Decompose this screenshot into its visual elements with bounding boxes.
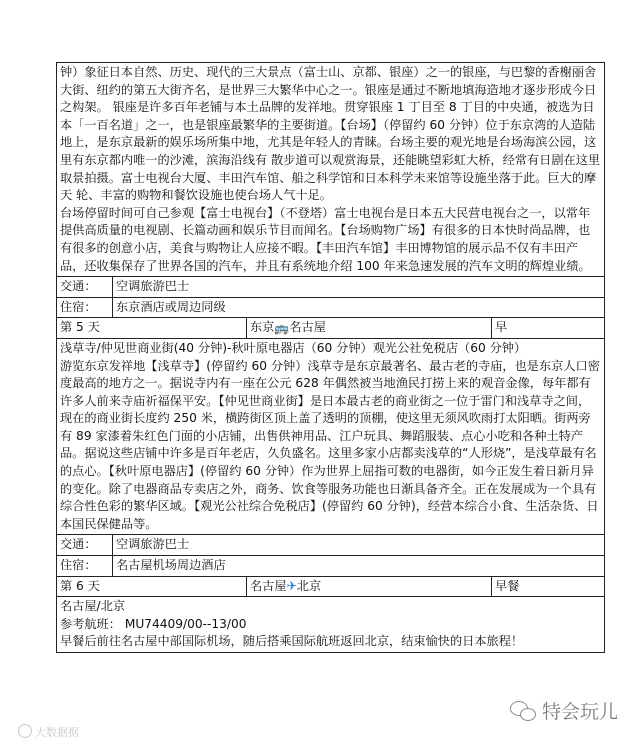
hotel-value: 名古屋机场周边酒店 — [113, 556, 605, 577]
bus-icon: 🚌 — [274, 321, 290, 336]
day6-route-from: 名古屋 — [250, 578, 287, 593]
transport-label: 交通： — [57, 535, 113, 556]
day6-label: 第 6 天 — [57, 576, 247, 597]
day5-route-to: 名古屋 — [289, 320, 326, 335]
day5-route — [247, 318, 492, 339]
day5-route-from: 东京 — [250, 320, 275, 335]
transport-value: 空调旅游巴士 — [113, 535, 605, 556]
transport-value: 空调旅游巴士 — [113, 277, 605, 298]
watermark-logo-icon — [18, 724, 32, 738]
hotel-value: 东京酒店或周边同级 — [113, 297, 605, 318]
source-watermark — [18, 724, 79, 740]
flight-label: 参考航班： — [60, 616, 121, 631]
day5-body: 游览东京发祥地【浅草寺】(停留约 60 分钟）浅草寺是东京最著名、最古老的寺庙，也是东京人口密度最高的地方之一。据说寺内有一座在公元 628 年偶然被当地渔民打捞上来的观音金像，每年都有许多人前来寺庙祈福保平安。【仲见世商业街】是日本最古老的商业街之一位于雷门和浅草寺之间，现在的商业街长度约 250 米，横跨街区顶上盖了透明的顶棚，使这里无须风吹雨打太阳晒。街两旁有 89 家漆着朱红色门面的小店铺，出售供神用品、江户玩具、舞蹈服装、点心小吃和各种土特产品。据说这些店铺中许多是百年老店，久负盛名。这里多家小店都卖浅草的“人形烧”，是浅草最有名的点心。【秋叶原电器店】(停留约 60 分钟）作为世界上屈指可数的电器街，如今正发生着日新月异的变化。除了电器商品专卖店之外，商务、饮食等服务功能也日渐具备齐全。正在发展成为一个具有综合性色彩的繁华区域。【观光公社综合免税店】(停留约 60 分钟)，经营本综合小食、生活杂货、日本国民保健品等。 — [60, 358, 600, 531]
day6-description — [57, 597, 605, 653]
day4-description-row — [57, 63, 605, 277]
airplane-icon: ✈ — [286, 578, 297, 593]
day4-hotel-row — [57, 297, 605, 318]
flight-number: MU74409/00--13/00 — [124, 616, 247, 631]
account-watermark — [510, 697, 618, 724]
day6-route-to: 北京 — [296, 578, 322, 593]
itinerary-table — [56, 62, 605, 653]
day5-description — [57, 338, 605, 535]
day5-hotel-row — [57, 556, 605, 577]
day6-body: 早餐后前往名古屋中部国际机场，随后搭乘国际航班返回北京，结束愉快的日本旅程！ — [60, 634, 524, 649]
day4-paragraph-2: 台场停留时间可自己参观【富士电视台】（不登塔）富士电视台是日本五大民营电视台之一，以常年提供高质量的电视剧、长篇动画和娱乐节目而闻名。【台场购物广场】有很多的日本快时尚品牌，也有很多的创意小店，美食与购物让人应接不暇。【丰田汽车馆】丰田博物馆的展示品不仅有丰田产品，还收集保存了世界各国的汽车，并且有系统地介绍 100 年来急速发展的汽车文明的辉煌业绩。 — [60, 205, 591, 273]
day5-meal: 早 — [492, 318, 605, 339]
itinerary-page — [56, 62, 605, 653]
account-name: 特会玩儿 — [541, 701, 618, 723]
day6-meal: 早餐 — [492, 576, 605, 597]
day5-description-row — [57, 338, 605, 535]
day5-label: 第 5 天 — [57, 318, 247, 339]
hotel-label: 住宿： — [57, 556, 113, 577]
day6-subtitle: 名古屋/北京 — [60, 599, 126, 614]
day6-description-row — [57, 597, 605, 653]
wechat-icon — [510, 701, 536, 721]
hotel-label: 住宿： — [57, 297, 113, 318]
day6-flight — [60, 616, 601, 634]
day4-paragraph-1: 钟）象征日本自然、历史、现代的三大景点（富士山、京都、银座）之一的银座，与巴黎的香榭丽舍大街、纽约的第五大街齐名，是世界三大繁华中心之一。银座是通过不断地填海造地才逐步形成今日之构架。 银座是许多百年老铺与本土品牌的发祥地。贯穿银座 1 丁目至 8 丁目的中央通，被选为日本「一百名道」之一，也是银座最繁华的主要街道。【台场】（停留约 60 分钟）位于东京湾的人造陆地上，是东京最新的娱乐场所集中地，尤其是年轻人的青睐。台场主要的观光地是台场海滨公园，这里有东京都内唯一的沙滩，滨海沿线有 散步道可以观赏海景，还能眺望彩虹大桥，经常有日剧在这里取景拍摄。富士电视台大厦、丰田汽车馆、船之科学馆和日本科学未来馆等设施坐落于此。巨大的摩天 轮、丰富的购物和餐饮设施也使台场人气十足。 — [60, 65, 601, 203]
day5-transport-row — [57, 535, 605, 556]
day6-route — [247, 576, 492, 597]
day6-header-row — [57, 576, 605, 597]
source-watermark-text: 大数据据 — [35, 726, 79, 739]
day4-description — [57, 63, 605, 277]
day4-transport-row — [57, 277, 605, 298]
transport-label: 交通： — [57, 277, 113, 298]
day5-header-row — [57, 318, 605, 339]
day5-subtitle: 浅草寺/仲见世商业街(40 分钟)-秋叶原电器店（60 分钟）观光公社免税店（60 分钟） — [60, 340, 527, 355]
